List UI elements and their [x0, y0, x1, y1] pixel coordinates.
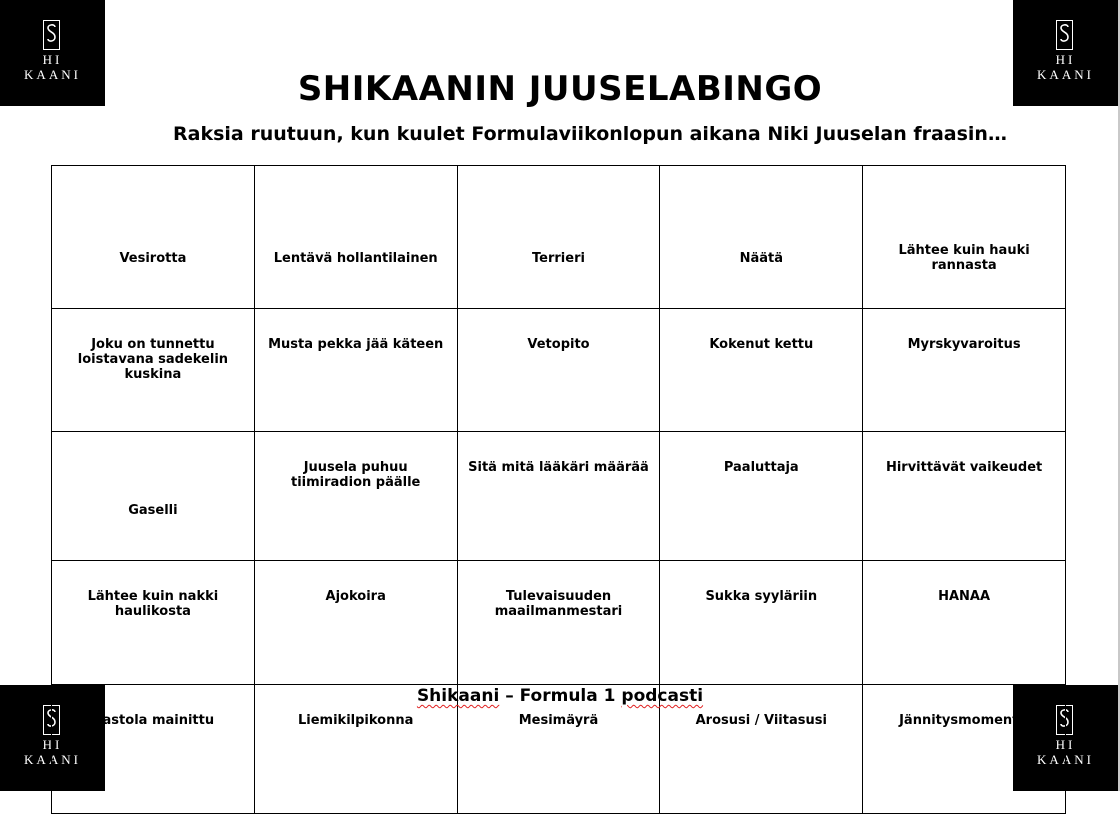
bingo-cell[interactable]: Lähtee kuin nakki haulikosta	[52, 561, 255, 685]
bingo-cell[interactable]: Hirvittävät vaikeudet	[863, 432, 1066, 561]
bingo-cell[interactable]: Terrieri	[457, 166, 660, 309]
footer-brand: Shikaani	[416, 686, 500, 706]
logo-line-2: KAANI	[24, 752, 81, 767]
logo-line-1: HI	[1055, 737, 1076, 752]
bingo-cell[interactable]: Sitä mitä lääkäri määrää	[457, 432, 660, 561]
bingo-cell[interactable]: Vetopito	[457, 309, 660, 432]
bingo-cell[interactable]: Lentävä hollantilainen	[254, 166, 457, 309]
bingo-cell[interactable]: Kokenut kettu	[660, 309, 863, 432]
bingo-row	[52, 432, 1066, 561]
logo-line-2: KAANI	[1037, 752, 1094, 767]
bingo-cell[interactable]: Juusela puhuu tiimiradion päälle	[254, 432, 457, 561]
bingo-row	[52, 561, 1066, 685]
bingo-row	[52, 309, 1066, 432]
s-mark-icon	[43, 20, 60, 50]
bingo-cell[interactable]: Tulevaisuuden maailmanmestari	[457, 561, 660, 685]
footer-podcast: podcasti	[621, 686, 704, 706]
bingo-cell[interactable]: Myrskyvaroitus	[863, 309, 1066, 432]
bingo-cell[interactable]: Vesirotta	[52, 166, 255, 309]
bingo-cell[interactable]: Nastola mainittu	[52, 685, 255, 814]
page-title: SHIKAANIN JUUSELABINGO	[297, 69, 823, 109]
footer-middle: – Formula 1	[499, 686, 622, 706]
bingo-cell[interactable]: Joku on tunnettu loistavana sadekelin kuskina	[52, 309, 255, 432]
bingo-cell[interactable]: Ajokoira	[254, 561, 457, 685]
bingo-cell[interactable]: Arosusi / Viitasusi	[660, 685, 863, 814]
bingo-cell[interactable]: Jännitysmomentti	[863, 685, 1066, 814]
logo-line-1: HI	[1055, 52, 1076, 67]
bingo-cell[interactable]: HANAA	[863, 561, 1066, 685]
logo-line-1: HI	[42, 52, 63, 67]
bingo-cell[interactable]: Gaselli	[52, 432, 255, 561]
logo-line-2: KAANI	[24, 67, 81, 82]
bingo-grid	[51, 165, 1066, 814]
bingo-cell[interactable]: Näätä	[660, 166, 863, 309]
bingo-cell[interactable]: Paaluttaja	[660, 432, 863, 561]
logo-line-2: KAANI	[1037, 67, 1094, 82]
bingo-cell[interactable]: Sukka syyläriin	[660, 561, 863, 685]
bingo-cell[interactable]: Musta pekka jää käteen	[254, 309, 457, 432]
logo-line-1: HI	[42, 737, 63, 752]
footer-text	[0, 685, 1120, 707]
bingo-cell[interactable]: Liemikilpikonna	[254, 685, 457, 814]
bingo-cell[interactable]: Mesimäyrä	[457, 685, 660, 814]
bingo-row	[52, 166, 1066, 309]
bingo-cell[interactable]: Lähtee kuin hauki rannasta	[863, 166, 1066, 309]
s-mark-icon	[1056, 20, 1073, 50]
page-subtitle: Raksia ruutuun, kun kuulet Formulaviikonlopun aikana Niki Juuselan fraasin…	[173, 123, 1007, 145]
